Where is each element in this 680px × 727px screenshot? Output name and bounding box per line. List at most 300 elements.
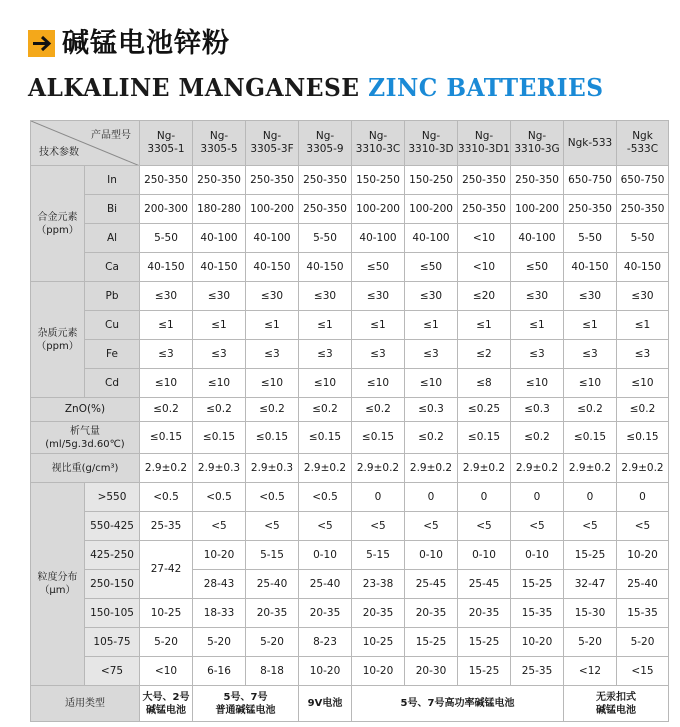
cell-text: 5-50 xyxy=(313,231,337,244)
cell-text: ≤10 xyxy=(366,376,390,389)
cell-text: ≤1 xyxy=(264,318,280,331)
cell-text: <5 xyxy=(211,519,227,532)
value-cell xyxy=(299,311,352,340)
cell-text: 2.9±0.2 xyxy=(462,461,506,474)
cell-text: <10 xyxy=(154,664,178,677)
value-cell xyxy=(511,311,564,340)
value-cell xyxy=(511,253,564,282)
page-title-cn: 碱锰电池锌粉 xyxy=(62,28,230,59)
value-cell xyxy=(458,454,511,483)
cell-text: ≤30 xyxy=(154,289,178,302)
cell-text: Ng- xyxy=(315,130,335,142)
model-header xyxy=(352,121,405,166)
cell-text: 5-20 xyxy=(260,635,284,648)
cell-text: ≤0.15 xyxy=(255,431,289,443)
value-cell xyxy=(140,657,193,686)
cell-text: 5-20 xyxy=(207,635,231,648)
value-cell xyxy=(299,570,352,599)
cell-text: <10 xyxy=(472,231,496,244)
cell-text: 2.9±0.2 xyxy=(409,461,453,474)
value-cell xyxy=(246,657,299,686)
value-cell xyxy=(458,483,511,512)
cell-text: 150-250 xyxy=(409,173,453,186)
value-cell xyxy=(458,195,511,224)
value-cell xyxy=(511,483,564,512)
value-cell xyxy=(458,311,511,340)
cell-text: 250-350 xyxy=(568,202,612,215)
value-cell xyxy=(564,628,617,657)
cell-text: <0.5 xyxy=(153,490,179,503)
value-cell xyxy=(564,483,617,512)
cell-text: 2.9±0.3 xyxy=(197,461,241,474)
cell-text: 100-200 xyxy=(250,202,294,215)
cell-text: 合金元素 xyxy=(37,211,78,223)
value-cell xyxy=(246,311,299,340)
value-cell xyxy=(193,282,246,311)
value-cell xyxy=(405,195,458,224)
cell-text: 碱锰电池 xyxy=(146,704,186,716)
value-cell xyxy=(458,282,511,311)
value-cell xyxy=(511,398,564,422)
value-cell xyxy=(193,224,246,253)
cell-text: 25-45 xyxy=(468,577,500,590)
cell-text: Ng- xyxy=(156,130,176,142)
cell-text: <5 xyxy=(370,519,386,532)
cell-text: 20-35 xyxy=(256,606,288,619)
cell-text: 0 xyxy=(480,490,488,503)
cell-text: 40-150 xyxy=(200,260,238,273)
value-cell xyxy=(299,599,352,628)
cell-text: 40-100 xyxy=(200,231,238,244)
value-cell xyxy=(617,282,669,311)
value-cell xyxy=(352,282,405,311)
cell-text: 3310-3D xyxy=(408,143,454,155)
cell-text: （ppm） xyxy=(36,340,79,352)
value-cell xyxy=(458,166,511,195)
title-en-part1: ALKALINE MANGANESE xyxy=(28,73,369,102)
table-row xyxy=(31,512,669,541)
table-row xyxy=(31,657,669,686)
value-cell xyxy=(193,369,246,398)
zno-label xyxy=(31,398,140,422)
value-cell xyxy=(193,657,246,686)
cell-text: 200-300 xyxy=(144,202,188,215)
cell-text: 15-25 xyxy=(468,664,500,677)
corner-bottom-label: 技术参数 xyxy=(39,147,79,158)
value-cell xyxy=(246,195,299,224)
cell-text: ≤2 xyxy=(476,347,492,360)
cell-text: 250-350 xyxy=(197,173,241,186)
cell-text: ≤1 xyxy=(370,318,386,331)
cell-text: ≤10 xyxy=(154,376,178,389)
table-row xyxy=(31,311,669,340)
title-en-part2: ZINC BATTERIES xyxy=(368,73,604,102)
cell-text: <75 xyxy=(100,664,124,677)
value-cell xyxy=(617,369,669,398)
model-header xyxy=(511,121,564,166)
cell-text: <5 xyxy=(317,519,333,532)
cell-text: ≤0.2 xyxy=(629,403,656,415)
cell-text: 5-20 xyxy=(630,635,655,648)
value-cell xyxy=(617,512,669,541)
usage-cell xyxy=(299,686,352,722)
value-cell xyxy=(405,253,458,282)
cell-text: ≤10 xyxy=(313,376,337,389)
cell-text: ≤30 xyxy=(207,289,231,302)
value-cell xyxy=(564,311,617,340)
cell-text: ≤0.3 xyxy=(524,403,550,415)
value-cell xyxy=(352,311,405,340)
corner-top-label: 产品型号 xyxy=(91,130,131,141)
value-cell xyxy=(352,541,405,570)
value-cell xyxy=(564,398,617,422)
value-cell xyxy=(617,422,669,454)
cell-text: 10-20 xyxy=(309,664,341,677)
cell-text: ZnO(%) xyxy=(64,403,106,415)
cell-text: 5号、7号 xyxy=(223,691,268,703)
usage-cell xyxy=(564,686,669,722)
cell-text: 9V电池 xyxy=(307,698,343,709)
value-cell xyxy=(617,224,669,253)
value-cell xyxy=(511,224,564,253)
cell-text: 40-100 xyxy=(359,231,397,244)
value-cell xyxy=(458,657,511,686)
usage-label xyxy=(31,686,140,722)
range-label xyxy=(85,628,140,657)
table-row xyxy=(31,121,669,166)
value-cell xyxy=(352,657,405,686)
cell-text: 250-350 xyxy=(462,202,506,215)
cell-text: ≤10 xyxy=(260,376,284,389)
table-row xyxy=(31,195,669,224)
cell-text: 25-40 xyxy=(309,577,341,590)
cell-text: Bi xyxy=(106,202,118,215)
value-cell xyxy=(140,311,193,340)
cell-text: 20-30 xyxy=(415,664,447,677)
cell-text: Ng- xyxy=(368,130,388,142)
cell-text: 40-150 xyxy=(253,260,291,273)
cell-text: 粒度分布 xyxy=(37,572,78,583)
cell-text: 0-10 xyxy=(525,548,549,561)
cell-text: ≤20 xyxy=(472,289,496,302)
cell-text: 0 xyxy=(586,490,594,503)
cell-text: ≤0.2 xyxy=(418,431,444,443)
value-cell xyxy=(617,454,669,483)
cell-text: 2.9±0.2 xyxy=(621,461,664,474)
cell-text: ≤3 xyxy=(317,347,333,360)
value-cell xyxy=(458,570,511,599)
value-cell xyxy=(140,599,193,628)
cell-text: Ngk xyxy=(632,130,653,142)
value-cell xyxy=(511,369,564,398)
cell-text: <10 xyxy=(472,260,496,273)
cell-text: <5 xyxy=(264,519,280,532)
cell-text: Al xyxy=(106,231,118,244)
value-cell xyxy=(299,253,352,282)
value-cell xyxy=(352,422,405,454)
cell-text: 25-35 xyxy=(150,519,182,532)
value-cell xyxy=(352,599,405,628)
cell-text: ≤50 xyxy=(366,260,390,273)
value-cell xyxy=(405,628,458,657)
model-header xyxy=(458,121,511,166)
value-cell xyxy=(405,541,458,570)
value-cell xyxy=(193,628,246,657)
value-cell xyxy=(617,657,669,686)
model-header xyxy=(617,121,669,166)
value-cell xyxy=(511,422,564,454)
table-row xyxy=(31,628,669,657)
model-header xyxy=(140,121,193,166)
value-cell xyxy=(193,454,246,483)
value-cell xyxy=(140,253,193,282)
value-cell xyxy=(458,398,511,422)
cell-text: 0 xyxy=(374,490,382,503)
cell-text: 150-250 xyxy=(356,173,400,186)
cell-text: 0-10 xyxy=(472,548,496,561)
cell-text: 40-150 xyxy=(571,260,609,273)
value-cell xyxy=(352,398,405,422)
value-cell xyxy=(246,422,299,454)
cell-text: Cd xyxy=(105,376,119,389)
cell-text: ≤1 xyxy=(582,318,598,331)
table-row xyxy=(31,224,669,253)
element-label xyxy=(85,166,140,195)
cell-text: 20-35 xyxy=(468,606,500,619)
cell-text: Fe xyxy=(106,347,118,360)
cell-text: ≤3 xyxy=(370,347,386,360)
cell-text: 15-35 xyxy=(627,606,658,619)
cell-text: ≤0.2 xyxy=(259,403,285,415)
value-cell xyxy=(564,282,617,311)
cell-text: 15-25 xyxy=(415,635,447,648)
value-cell xyxy=(140,483,193,512)
cell-text: 5-50 xyxy=(578,231,602,244)
value-cell xyxy=(405,483,458,512)
cell-text: 8-18 xyxy=(260,664,284,677)
cell-text: 6-16 xyxy=(207,664,231,677)
value-cell xyxy=(140,195,193,224)
cell-text: ≤1 xyxy=(211,318,227,331)
cell-text: ≤0.2 xyxy=(153,403,179,415)
cell-text: ≤3 xyxy=(529,347,545,360)
cell-text: 32-47 xyxy=(574,577,606,590)
value-cell xyxy=(511,166,564,195)
value-cell xyxy=(246,599,299,628)
cell-text: 40-150 xyxy=(306,260,344,273)
value-cell xyxy=(352,166,405,195)
value-cell xyxy=(140,224,193,253)
cell-text: 10-20 xyxy=(203,548,235,561)
cell-text: 2.9±0.2 xyxy=(568,461,612,474)
value-cell xyxy=(352,570,405,599)
cell-text: 25-45 xyxy=(415,577,447,590)
value-cell xyxy=(299,628,352,657)
element-label xyxy=(85,195,140,224)
cell-text: ≤0.2 xyxy=(206,403,232,415)
cell-text: 18-33 xyxy=(203,606,235,619)
cell-text: 40-100 xyxy=(253,231,291,244)
value-cell xyxy=(405,282,458,311)
cell-text: 3305-1 xyxy=(147,143,185,155)
cell-text: ≤0.2 xyxy=(577,403,603,415)
cell-text: 250-350 xyxy=(515,173,559,186)
cell-text: ≤10 xyxy=(631,376,654,389)
cell-text: ≤1 xyxy=(423,318,439,331)
cell-text: In xyxy=(107,173,117,186)
cell-text: 25-40 xyxy=(627,577,658,590)
cell-text: Ng- xyxy=(262,130,282,142)
cell-text: 5号、7号高功率碱锰电池 xyxy=(400,698,515,709)
value-cell xyxy=(617,311,669,340)
value-cell xyxy=(299,512,352,541)
cell-text: 3310-3D1 xyxy=(458,143,510,155)
value-cell xyxy=(352,454,405,483)
cell-text: 20-35 xyxy=(415,606,447,619)
usage-cell xyxy=(193,686,299,722)
cell-text: 40-100 xyxy=(518,231,556,244)
cell-text: ≤8 xyxy=(476,376,492,389)
cell-text: ≤1 xyxy=(317,318,333,331)
cell-text: ≤10 xyxy=(525,376,549,389)
element-label xyxy=(85,253,140,282)
impurity-group-label xyxy=(31,282,85,398)
cell-text: 8-23 xyxy=(313,635,337,648)
cell-text: Cu xyxy=(105,318,119,331)
value-cell xyxy=(193,422,246,454)
cell-text: 15-30 xyxy=(574,606,606,619)
value-cell xyxy=(405,422,458,454)
value-cell xyxy=(405,570,458,599)
value-cell xyxy=(564,454,617,483)
cell-text: 40-150 xyxy=(147,260,185,273)
cell-text: ≤10 xyxy=(207,376,231,389)
cell-text: 3310-3G xyxy=(514,143,560,155)
value-cell xyxy=(193,398,246,422)
cell-text: 150-105 xyxy=(90,606,134,619)
cell-text: ≤30 xyxy=(578,289,602,302)
cell-text: 40-150 xyxy=(623,260,662,273)
value-cell xyxy=(511,599,564,628)
cell-text: 27-42 xyxy=(150,563,182,575)
value-cell xyxy=(246,369,299,398)
cell-text: 650-750 xyxy=(568,173,612,186)
element-label xyxy=(85,369,140,398)
cell-text: 425-250 xyxy=(90,548,134,561)
value-cell xyxy=(193,512,246,541)
cell-text: 250-350 xyxy=(462,173,506,186)
cell-text: 0-10 xyxy=(313,548,337,561)
value-cell xyxy=(617,398,669,422)
cell-text: 100-200 xyxy=(409,202,453,215)
cell-text: 5-50 xyxy=(630,231,655,244)
cell-text: 250-350 xyxy=(303,202,347,215)
element-label xyxy=(85,311,140,340)
value-cell xyxy=(299,340,352,369)
value-cell xyxy=(405,166,458,195)
table-row xyxy=(31,570,669,599)
cell-text: Ca xyxy=(105,260,119,273)
value-cell xyxy=(140,369,193,398)
value-cell xyxy=(617,166,669,195)
cell-text: ≤30 xyxy=(419,289,443,302)
cell-text: 3310-3C xyxy=(355,143,401,155)
cell-text: 0 xyxy=(639,490,646,503)
table-row xyxy=(31,340,669,369)
cell-text: ≤3 xyxy=(423,347,439,360)
cell-text: ≤30 xyxy=(313,289,337,302)
value-cell xyxy=(140,340,193,369)
range-label xyxy=(85,570,140,599)
value-cell xyxy=(511,454,564,483)
cell-text: 无汞扣式 xyxy=(596,691,636,703)
value-cell xyxy=(246,541,299,570)
value-cell xyxy=(246,483,299,512)
cell-text: 视比重(g/cm³) xyxy=(51,462,119,474)
table-row xyxy=(31,369,669,398)
value-cell xyxy=(246,454,299,483)
cell-text: 5-20 xyxy=(154,635,178,648)
value-cell xyxy=(564,253,617,282)
cell-text: 250-350 xyxy=(620,202,665,215)
value-cell xyxy=(299,454,352,483)
cell-text: ≤0.3 xyxy=(418,403,444,415)
value-cell xyxy=(193,253,246,282)
value-cell xyxy=(299,657,352,686)
cell-text: ≤1 xyxy=(158,318,174,331)
spec-table xyxy=(30,120,669,722)
cell-text: 250-350 xyxy=(303,173,347,186)
value-cell xyxy=(405,657,458,686)
value-cell xyxy=(511,195,564,224)
value-cell xyxy=(511,541,564,570)
cell-text: 15-25 xyxy=(521,577,553,590)
cell-text: 25-35 xyxy=(521,664,553,677)
cell-text: <15 xyxy=(631,664,654,677)
page-header xyxy=(28,26,668,66)
cell-text: 25-40 xyxy=(256,577,288,590)
value-cell xyxy=(140,628,193,657)
cell-text: ≤0.15 xyxy=(361,431,395,443)
table-row xyxy=(31,599,669,628)
cell-text: <5 xyxy=(529,519,545,532)
value-cell xyxy=(299,195,352,224)
cell-text: ≤1 xyxy=(529,318,545,331)
value-cell xyxy=(564,570,617,599)
value-cell xyxy=(564,166,617,195)
cell-text: 15-25 xyxy=(574,548,606,561)
value-cell xyxy=(564,422,617,454)
value-cell xyxy=(299,282,352,311)
cell-text: 105-75 xyxy=(93,635,131,648)
value-cell xyxy=(405,224,458,253)
cell-text: 碱锰电池 xyxy=(596,704,636,716)
cell-text: ≤30 xyxy=(525,289,549,302)
value-cell xyxy=(405,340,458,369)
header-corner-cell xyxy=(31,121,140,166)
cell-text: 5-15 xyxy=(260,548,284,561)
cell-text: ≤0.15 xyxy=(149,431,183,443)
cell-text: 550-425 xyxy=(90,519,134,532)
cell-text: ≤0.15 xyxy=(626,431,659,443)
value-cell xyxy=(140,398,193,422)
cell-text: ≤30 xyxy=(260,289,284,302)
cell-text: Ng- xyxy=(527,130,547,142)
value-cell xyxy=(246,224,299,253)
value-cell xyxy=(458,512,511,541)
value-cell xyxy=(352,483,405,512)
cell-text: <5 xyxy=(423,519,439,532)
